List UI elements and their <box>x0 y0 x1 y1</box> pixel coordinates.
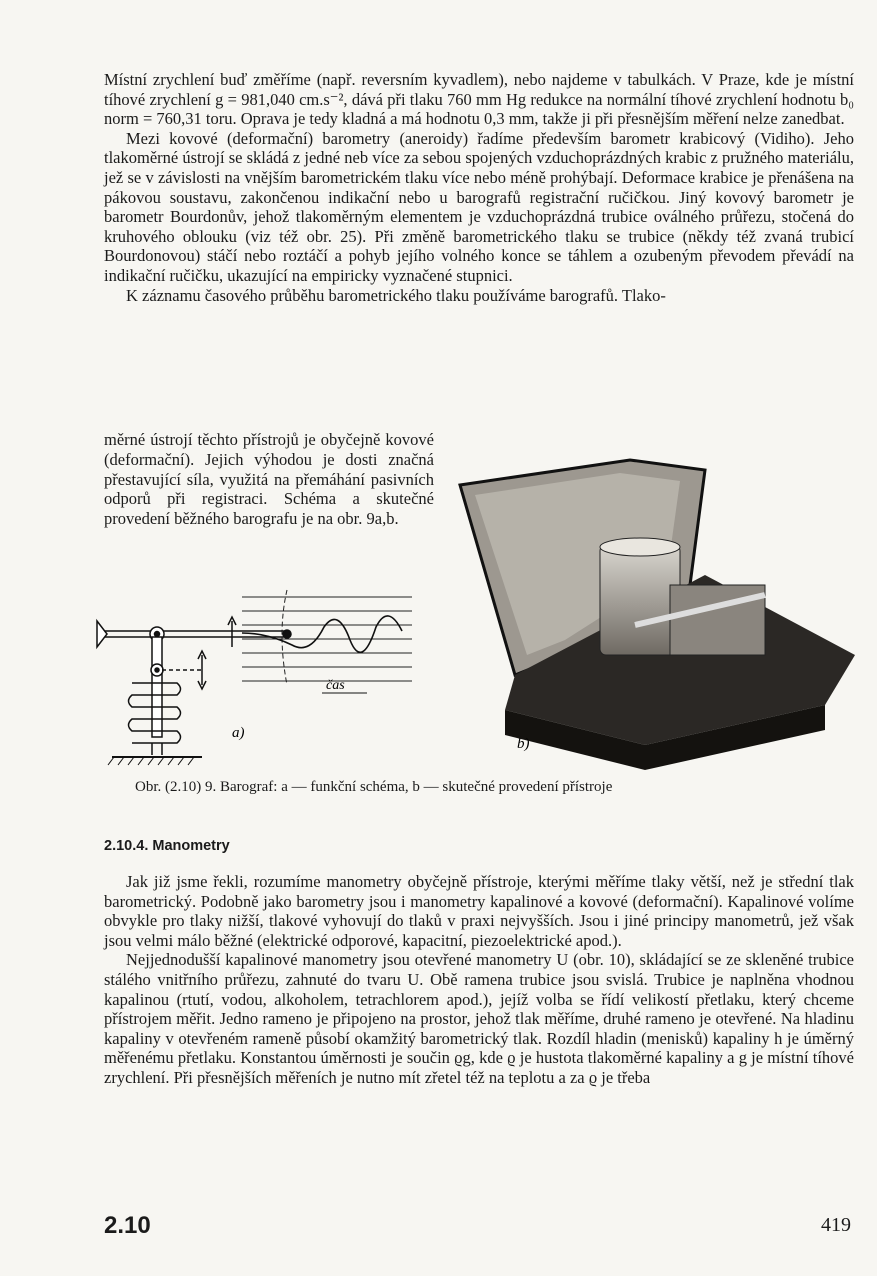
lever-arm <box>97 617 291 647</box>
recording-chart-lines <box>242 597 412 681</box>
footer-page-number: 419 <box>821 1214 851 1236</box>
paragraph-aneroid-barometers: Mezi kovové (deformační) barometry (aneroidy) řadíme především barometr krabicový (Vidiho). Jeho tlakoměrné ústrojí se skládá z jedné neb více za sebou spojených vzduchoprázdných krabic z pružného materiálu, jež se v závislosti na vnějším barometrickém tlaku více nebo méně prohýbají. Deformace krabice je přenášena na pákovou soustavu, zakončenou indikační nebo u barografů registrační ručičkou. Jiný kovový barometr je barometr Bourdonův, jehož tlakoměrným elementem je vzduchoprázdná trubice oválného průřezu, stočená do kruhového oblouku (viz též obr. 25). Při změně barometrického tlaku se trubice (někdy též zvaná trubicí Bourdonovou) stáčí nebo roztáčí a pohyb jejího volného konce se táhlem a ozubeným převodem převádí na indikační ručičku, ukazující na empiricky vyznačené stupnici. <box>104 128 854 285</box>
figure-b-label: b) <box>517 736 530 752</box>
figure-a-label: a) <box>232 725 245 741</box>
recording-drum <box>600 545 680 655</box>
barograph-photo-figure <box>445 445 855 775</box>
section-title: 2.10.4. Manometry <box>104 838 230 854</box>
barograph-schema-figure <box>92 585 422 770</box>
top-text-block <box>104 70 854 305</box>
time-axis-label: čas <box>326 678 345 693</box>
paragraph-manometers-intro: Jak již jsme řekli, rozumíme manometry obyčejně přístroje, kterými měříme tlaky větší, než je střední tlak barometrický. Podobně jako barometry jsou i manometry kapalinové a kovové (deformační). Kapalinové volíme obvykle pro tlaky nižší, tlakové vyhovují do tlaků v praxi nejvyšších. Jsou i jiné principy manometrů, jež však jsou velmi málo běžné (elektrické odporové, kapacitní, piezoelektrické apod.). <box>104 872 854 950</box>
pressure-trace-curve <box>242 616 402 652</box>
ground-hatching <box>108 757 194 765</box>
bottom-text-block <box>104 872 854 1088</box>
wrap-text-block <box>104 430 434 529</box>
capsule-stack <box>112 637 206 757</box>
figure-caption: Obr. (2.10) 9. Barograf: a — funkční schéma, b — skutečné provedení přístroje <box>135 779 613 795</box>
footer-section-number: 2.10 <box>104 1212 151 1239</box>
paragraph-barograph-intro: K záznamu časového průběhu barometrického tlaku používáme barografů. Tlako- <box>126 285 666 305</box>
paragraph-local-acceleration: Místní zrychlení buď změříme (např. reversním kyvadlem), nebo najdeme v tabulkách. V Praze, kde je místní tíhové zrychlení g = 981,040 cm.s⁻², dává při tlaku 760 mm Hg redukce na normální tíhové zrychlení hodnotu b₀ norm = 760,31 toru. Oprava je tedy kladná a má hodnotu 0,3 mm, takže ji při přesnějším měření nelze zanedbat. <box>104 70 854 129</box>
paragraph-barograph-wrap: měrné ústrojí těchto přístrojů je obyčejně kovové (deformační). Jejich výhodou je dosti značná přestavující síla, využitá na přemáhání pasivních odporů při registraci. Schéma a skutečné provedení běžného barografu je na obr. 9a,b. <box>104 430 434 529</box>
paragraph-u-tube-manometers: Nejjednodušší kapalinové manometry jsou otevřené manometry U (obr. 10), skládající se ze skleněné trubice stálého vnitřního průřezu, zahnuté do tvaru U. Obě ramena trubice jsou svislá. Trubice je naplněna vhodnou kapalinou (rtutí, vodou, alkoholem, tetrachlorem apod.), jejíž volba se řídí velikostí přetlaku, který chceme přístrojem měřit. Jedno rameno je připojeno na prostor, jehož tlak měříme, druhé rameno je otevřené. Na hladinu kapaliny v otevřeném rameně působí okamžitý barometrický tlak. Rozdíl hladin (menisků) kapaliny h je úměrný měřenému přetlaku. Konstantou úměrnosti je součin ϱg, kde ϱ je hustota tlakoměrné kapaliny a g je místní tíhové zrychlení. Při přesnějších měřeních je nutno mít zřetel též na teplotu a za ϱ je třeba <box>104 950 854 1087</box>
